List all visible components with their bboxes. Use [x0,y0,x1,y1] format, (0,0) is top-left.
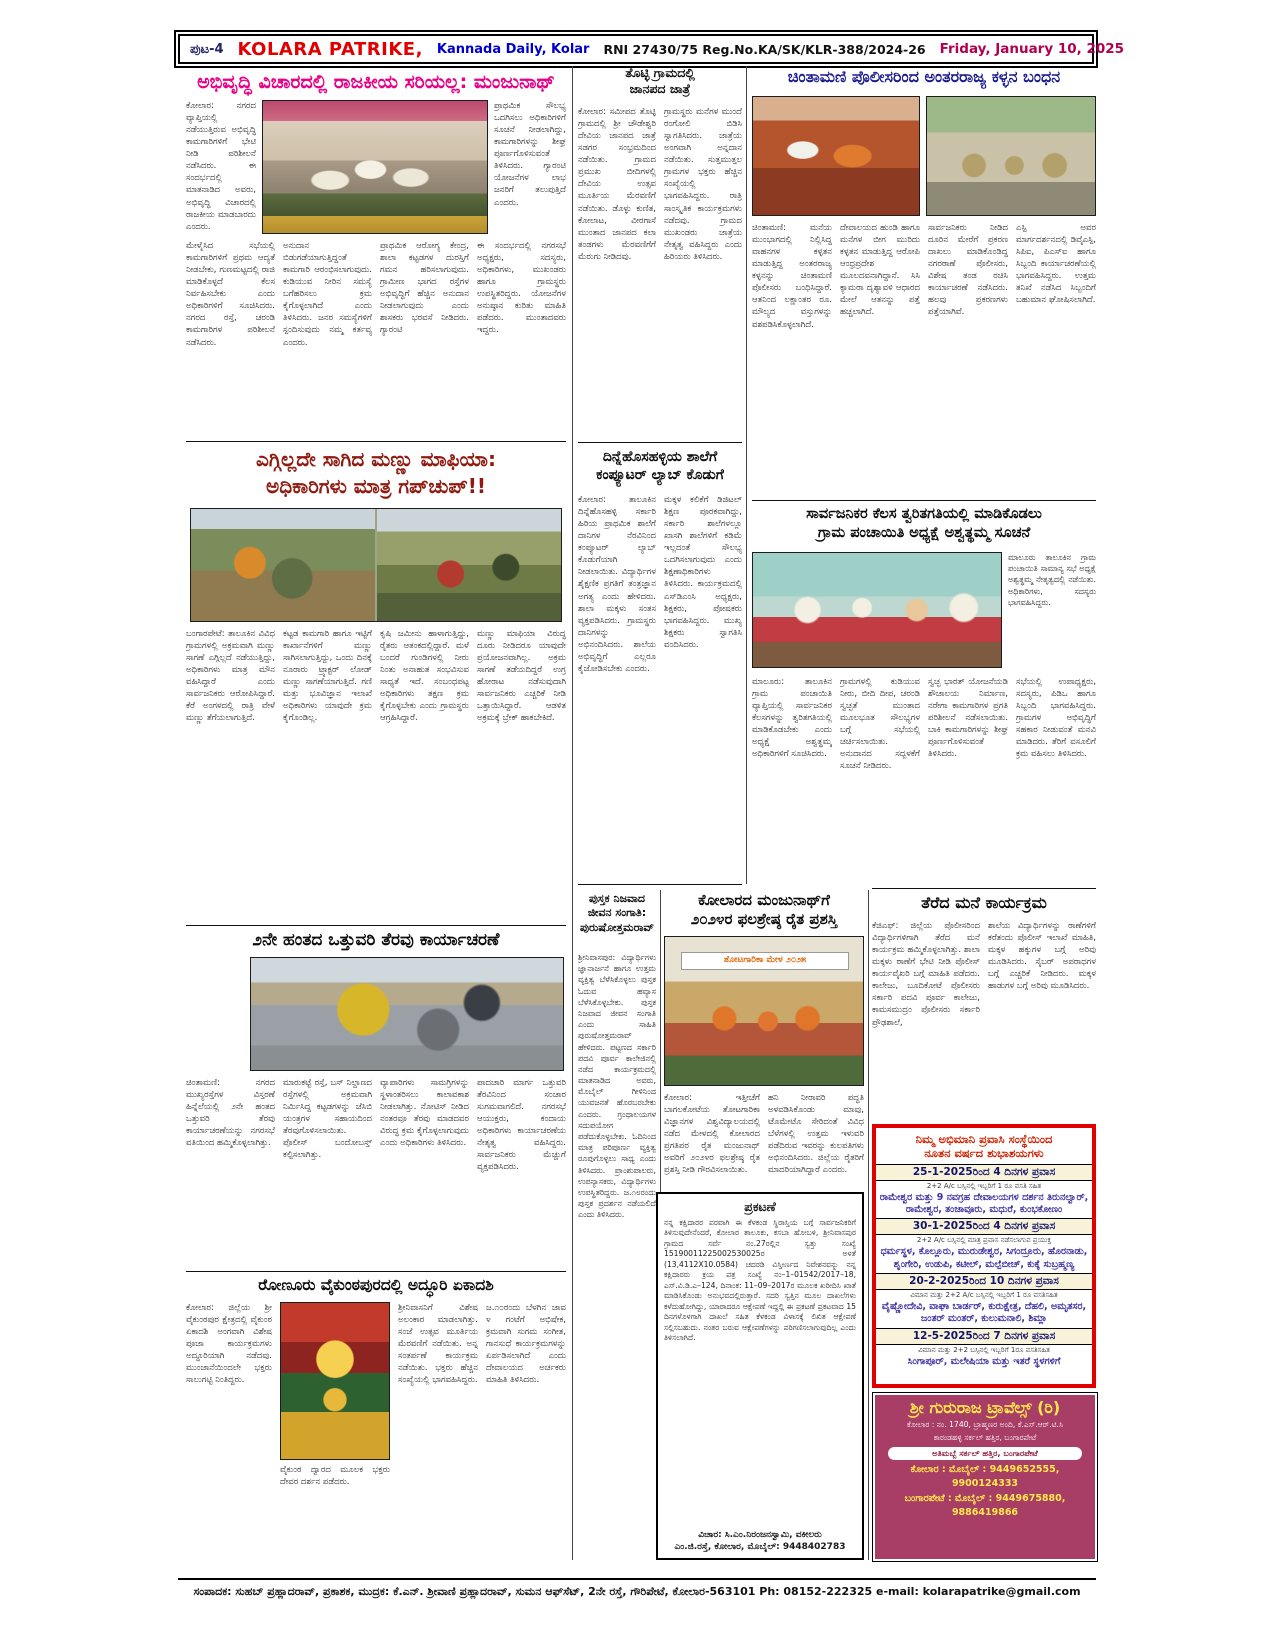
article-politics-col: ಈ ಸಂದರ್ಭದಲ್ಲಿ ನಗರಸಭೆ ಅಧ್ಯಕ್ಷರು, ಸದಸ್ಯರು, ಅಧಿಕಾರಿಗಳು, ಮುಖಂಡರು ಹಾಗೂ ಗ್ರಾಮಸ್ಥರು ಉಪಸ್ಥಿತರಿದ್ದರು. ಯೋಜನೆಗಳ ಅನುಷ್ಠಾನ ಕುರಿತು ಮಾಹಿತಿ ಪಡೆದರು. ಮುಂತಾದವರು ಇದ್ದರು. [477,241,566,336]
article-thief-col: ದೇವಾಲಯದ ಹುಂಡಿ ಹಾಗೂ ಮನೆಗಳ ಬೀಗ ಮುರಿದು ಕಳ್ಳತನ ಮಾಡುತ್ತಿದ್ದ ಆರೋಪಿ ಆಂಧ್ರಪ್ರದೇಶ ಮೂಲದವನಾಗಿದ್ದಾನೆ. ಸಿಸಿ ಕ್ಯಾಮರಾ ದೃಶ್ಯಾವಳಿ ಆಧಾರದ ಮೇಲೆ ಆತನನ್ನು ಪತ್ತೆ ಹಚ್ಚಲಾಗಿದೆ. [840,223,920,318]
article-mud-col: ಕೃಷಿ ಜಮೀನು ಹಾಳಾಗುತ್ತಿದ್ದು, ರೈತರು ಆತಂಕದಲ್ಲಿದ್ದಾರೆ. ಮಳೆ ಬಂದರೆ ಗುಂಡಿಗಳಲ್ಲಿ ನೀರು ನಿಂತು ಅನಾಹುತ ಸಂಭವಿಸುವ ಸಾಧ್ಯತೆ ಇದೆ. ಸಂಬಂಧಪಟ್ಟ ಅಧಿಕಾರಿಗಳು ತಕ್ಷಣ ಕ್ರಮ ಕೈಗೊಳ್ಳಬೇಕು ಎಂದು ಗ್ರಾಮಸ್ಥರು ಆಗ್ರಹಿಸಿದ್ದಾರೆ. [380,629,469,724]
rni-registration: RNI 27430/75 Reg.No.KA/SK/KLR-388/2024-26 [603,41,926,57]
newspaper-subtitle: Kannada Daily, Kolar [436,41,590,57]
divider [186,925,566,926]
headline-computer-line1: ದಿನ್ನೆಹೊಸಹಳ್ಳಿಯ ಶಾಲೆಗೆ [602,449,718,465]
tour-ad-title-line2: ನೂತನ ವರ್ಷದ ಶುಭಾಶಯಗಳು [924,1146,1044,1161]
tour-places-1: ರಾಮೇಶ್ವರ ಮತ್ತು 9 ನವಗ್ರಹ ದೇವಾಲಯಗಳ ದರ್ಶನ ತಿರುನಲ್ವಾರ್, ರಾಮೇಶ್ವರ, ತಂಜಾವೂರು, ಮಧುರೆ, ಕುಂಭಕೋಣಂ [879,1191,1089,1216]
article-eviction-col: ಚಿಂತಾಮಣಿ: ನಗರದ ಮುಖ್ಯರಸ್ತೆಗಳ ವಿಸ್ತರಣೆ ಹಿನ್ನೆಲೆಯಲ್ಲಿ ೨ನೇ ಹಂತದ ಒತ್ತುವರಿ ತೆರವು ಕಾರ್ಯಾಚರಣೆಯನ್ನು ನಗರಸಭೆ ವತಿಯಿಂದ ಹಮ್ಮಿಕೊಳ್ಳಲಾಗಿತ್ತು. [186,1078,275,1149]
tour-ad-box [872,1124,1096,1388]
divider [872,888,1096,889]
photo-mud-left-pane [191,509,375,621]
headline-farmer-line2: ೨೦೨೪ರ ಫಲಶ್ರೇಷ್ಠ ರೈತ ಪ್ರಶಸ್ತಿ [690,910,838,928]
photo-eviction-jcb [250,957,564,1071]
photo-farmer-award [664,936,864,1086]
article-computer-body [578,494,742,878]
article-openhouse-col: ಕೆಜಿಎಫ್: ಜಿಲ್ಲೆಯ ಪೊಲೀಸರಿಂದ ವಿದ್ಯಾರ್ಥಿಗಳಿಗಾಗಿ ತೆರೆದ ಮನೆ ಕಾರ್ಯಕ್ರಮ ಹಮ್ಮಿಕೊಳ್ಳಲಾಗಿತ್ತು. ಶಾಲಾ ಮಕ್ಕಳು ಠಾಣೆಗೆ ಭೇಟಿ ನೀಡಿ ಪೊಲೀಸ್ ಕಾರ್ಯವೈಖರಿ ಬಗ್ಗೆ ಮಾಹಿತಿ ಪಡೆದರು. ಕಾಲೇಜು, ಬೂದಿಕೋಟೆ ಪೊಲೀಸರು ಸರ್ಕಾರಿ ಪದವಿ ಪೂರ್ವ ಕಾಲೇಜು, ಕಾಮಸಮುದ್ರಂ ಪೊಲೀಸರು ಸರ್ಕಾರಿ ಪ್ರೌಢಶಾಲೆ, [872,921,980,1028]
article-panchayat-body [752,676,1096,882]
tour-ad-title [876,1128,1092,1164]
article-mud-col: ಬಂಗಾರಪೇಟೆ: ತಾಲೂಕಿನ ವಿವಿಧ ಗ್ರಾಮಗಳಲ್ಲಿ ಅಕ್ರಮವಾಗಿ ಮಣ್ಣು ಸಾಗಣೆ ಎಗ್ಗಿಲ್ಲದೆ ನಡೆಯುತ್ತಿದ್ದು, ಅಧಿಕಾರಿಗಳು ಮಾತ್ರ ಮೌನ ವಹಿಸಿದ್ದಾರೆ ಎಂದು ಸಾರ್ವಜನಿಕರು ಆರೋಪಿಸಿದ್ದಾರೆ. ಕೆರೆ ಅಂಗಳದಲ್ಲಿ ರಾತ್ರಿ ವೇಳೆ ಮಣ್ಣು ತೆಗೆಯಲಾಗುತ್ತಿದೆ. [186,629,275,724]
article-mud-body [186,628,566,922]
notice-contact-name: ವಿಚಾರ: ಸಿ.ಎಂ.ನಿರಂಜನಸ್ವಾಮಿ, ವಕೀಲರು [698,1529,822,1540]
travels-ad-box [872,1392,1098,1562]
article-mud-col: ಮಣ್ಣು ಮಾಫಿಯಾ ವಿರುದ್ಧ ದೂರು ನೀಡಿದರೂ ಯಾವುದೇ ಪ್ರಯೋಜನವಾಗಿಲ್ಲ. ಅಕ್ರಮ ಸಾಗಣೆ ತಡೆಯದಿದ್ದರೆ ಉಗ್ರ ಹೋರಾಟ ನಡೆಸುವುದಾಗಿ ಸಾರ್ವಜನಿಕರು ಎಚ್ಚರಿಕೆ ನೀಡಿ ಒತ್ತಾಯಿಸಿದ್ದಾರೆ. ಆಡಳಿತ ಅಕ್ರಮಕ್ಕೆ ಬ್ರೇಕ್ ಹಾಕಬೇಕಿದೆ. [477,629,566,724]
tour-note-2: 2+2 A/c ಬಸ್ಸಿನಲ್ಲಿ ಮಾತ್ರ ಪ್ರವಾಸ ನಡೆಸಲಾಗುವ ಪ್ರಯುಕ್ತ [916,1236,1052,1245]
tour-note-3: ವಿಮಾನ ಮತ್ತು 2+2 A/c ಬಸ್ಸಿನಲ್ಲಿ ಇಬ್ಬರಿಗೆ 1 ರೂ ವಸತಿಸಹಿತ [910,1291,1058,1300]
article-thief-body [752,222,1096,496]
article-politics-body [186,240,566,436]
article-ekadashi-col4: ಜ.೧೦ರಂದು ಬೆಳಗಿನ ಜಾವ ೪ ಗಂಟೆಗೆ ಅಭಿಷೇಕ, ಕ್ರಮವಾಗಿ ಸುಗಮ ಸಂಗೀತ, ಗಾನಸುಧೆ ಕಾರ್ಯಕ್ರಮಗಳನ್ನು ಏರ್ಪಡಿಸಲಾಗಿದೆ ಎಂದು ದೇವಾಲಯದ ಅರ್ಚಕರು ಮಾಹಿತಿ ತಿಳಿಸಿದರು. [486,1303,566,1386]
tour-places-3: ವೈಷ್ಣೋದೇವಿ, ವಾಘಾ ಬಾರ್ಡರ್, ಕುರುಕ್ಷೇತ್ರ, ದೆಹಲಿ, ಅಮೃತಸರ, ಜಂತರ್ ಮಂತರ್, ಕುಲುಮನಾಲಿ, ಶಿಮ್ಲಾ [881,1301,1087,1325]
headline-computer-line2: ಕಂಪ್ಯೂಟರ್ ಲ್ಯಾಬ್ ಕೊಡುಗೆ [596,467,724,483]
travels-ad-address-2: ಕಾರಂಡಹಳ್ಳಿ ಸರ್ಕಲ್ ಹತ್ತಿರ, ಬಂಗಾರಪೇಟೆ [933,1432,1037,1442]
article-thief-col: ಸಾರ್ವಜನಿಕರು ನೀಡಿದ ದೂರಿನ ಮೇರೆಗೆ ಪ್ರಕರಣ ದಾಖಲು ಮಾಡಿಕೊಂಡಿದ್ದ ನಗರಠಾಣೆ ಪೊಲೀಸರು, ವಿಶೇಷ ತಂಡ ರಚಿಸಿ ಕಾರ್ಯಾಚರಣೆ ನಡೆಸಿದರು. ಹಲವು ಪ್ರಕರಣಗಳು ಪತ್ತೆಯಾಗಿವೆ. [928,223,1008,318]
headline-mud-mafia-line2: ಅಧಿಕಾರಿಗಳು ಮಾತ್ರ ಗಪ್‌ಚುಪ್!! [266,474,486,498]
footer-imprint: ಸಂಪಾದಕ: ಸುಹಬ್ ಪ್ರಹ್ಲಾದರಾವ್, ಪ್ರಕಾಶಕ, ಮುದ್ರಕ: ಕೆ.ಎನ್. ಶ್ರೀವಾಣಿ ಪ್ರಹ್ಲಾದರಾವ್, ಸುಮನ ಆಫ್‌ಸೆಟ್, 2ನೇ ರಸ್ತೆ, ಗೌರಿಪೇಟೆ, ಕೋಲಾರ-563101 Ph: 08152-222325 e-mail: kolarapatrike@gmail.com [193,1585,1081,1598]
headline-book: ಪುಸ್ತಕ ನಿಜವಾದ ಜೀವನ ಸಂಗಾತಿ: ಪುರುಷೋತ್ತಮರಾವ್ [580,892,654,934]
article-janapada-col: ಕೋಲಾರ: ಸಮೀಪದ ತೊಟ್ಳಿ ಗ್ರಾಮದಲ್ಲಿ ಶ್ರೀ ಚೌಡೇಶ್ವರಿ ದೇವಿಯ ಜಾನಪದ ಜಾತ್ರೆ ಸಡಗರ ಸಂಭ್ರಮದಿಂದ ನಡೆಯಿತು. ಗ್ರಾಮದ ಪ್ರಮುಖ ಬೀದಿಗಳಲ್ಲಿ ದೇವಿಯ ಉತ್ಸವ ಮೂರ್ತಿಯ ಮೆರವಣಿಗೆ ನಡೆಯಿತು. ಡೊಳ್ಳು ಕುಣಿತ, ಕೋಲಾಟ, ವೀರಗಾಸೆ ಮುಂತಾದ ಜಾನಪದ ಕಲಾ ತಂಡಗಳು ಮೆರವಣಿಗೆಗೆ ಮೆರುಗು ನೀಡಿದವು. [578,107,656,262]
tour-date-1: 25-1-2025ರಿಂದ 4 ದಿನಗಳ ಪ್ರವಾಸ [876,1164,1092,1181]
photo-mud-mining [190,508,562,622]
article-thief-col: ಚಿಂತಾಮಣಿ: ಮನೆಯ ಮುಂಭಾಗದಲ್ಲಿ ನಿಲ್ಲಿಸಿದ್ದ ವಾಹನಗಳ ಕಳ್ಳತನ ಮಾಡುತ್ತಿದ್ದ ಅಂತರರಾಜ್ಯ ಕಳ್ಳನನ್ನು ಚಿಂತಾಮಣಿ ಪೊಲೀಸರು ಬಂಧಿಸಿದ್ದಾರೆ. ಆತನಿಂದ ಲಕ್ಷಾಂತರ ರೂ. ಮೌಲ್ಯದ ವಸ್ತುಗಳನ್ನು ವಶಪಡಿಸಿಕೊಳ್ಳಲಾಗಿದೆ. [752,223,832,330]
headline-ekadashi: ರೋಣೂರು ವೈಕುಂಠಪುರದಲ್ಲಿ ಅದ್ಧೂರಿ ಏಕಾದಶಿ [258,1276,494,1294]
headline-eviction: ೨ನೇ ಹಂತದ ಒತ್ತುವರಿ ತೆರವು ಕಾರ್ಯಾಚರಣೆ [252,930,500,950]
headline-janapada-line2: ಜಾನಪದ ಜಾತ್ರೆ [629,81,691,96]
article-panchayat-col: ಮಾಲೂರು: ತಾಲೂಕಿನ ಗ್ರಾಮ ಪಂಚಾಯಿತಿ ವ್ಯಾಪ್ತಿಯಲ್ಲಿ ಸಾರ್ವಜನಿಕರ ಕೆಲಸಗಳನ್ನು ತ್ವರಿತಗತಿಯಲ್ಲಿ ಮಾಡಿಕೊಡಬೇಕು ಎಂದು ಅಧ್ಯಕ್ಷೆ ಅಶ್ವತ್ಥಮ್ಮ ಅಧಿಕಾರಿಗಳಿಗೆ ಸೂಚಿಸಿದರು. [752,677,832,760]
notice-body: ನನ್ನ ಕಕ್ಷಿದಾರರ ಪರವಾಗಿ ಈ ಕೆಳಕಂಡ ಸ್ಥಿರಾಸ್ತಿಯ ಬಗ್ಗೆ ಸಾರ್ವಜನಿಕರಿಗೆ ತಿಳಿಸುವುದೇನೆಂದರೆ, ಕೋಲಾರ ತಾಲೂಕು, ಕಸಬಾ ಹೋಬಳಿ, ಶ್ರೀನಿವಾಸಪುರ ಗ್ರಾಮದ ಸರ್ವೆ ನಂ.27ರಲ್ಲಿನ ಸ್ವತ್ತು ಸಂಖ್ಯೆ 15190011225002530025ರ ಅಳತೆ (13,4112X10.0584) ಚದರಡಿ ವಿಸ್ತೀರ್ಣದ ನಿವೇಶನವನ್ನು ನನ್ನ ಕಕ್ಷಿದಾರರು ಕ್ರಯ ಪತ್ರ ಸಂಖ್ಯೆ ನಂ–1–01542/2017–18, ಎಸ್.ವಿ.ಡಿ.ಎ–124, ದಿನಾಂಕ: 11–09–2017ರ ಮೂಲಕ ಖರೀದಿಸಿ ಖಾತೆ ಮಾಡಿಸಿಕೊಂಡು ಅನುಭವದಲ್ಲಿರುತ್ತಾರೆ. ಸದರಿ ಸ್ವತ್ತಿನ ಮೂಲ ದಾಖಲೆಗಳು ಕಳೆದುಹೋಗಿದ್ದು, ಯಾರಾದರೂ ಆಕ್ಷೇಪಣೆ ಇದ್ದಲ್ಲಿ ಈ ಪ್ರಕಟಣೆ ಪ್ರಕಟವಾದ 15 ದಿನಗಳೊಳಗಾಗಿ ದಾಖಲೆ ಸಹಿತ ಕೆಳಕಂಡ ವಿಳಾಸಕ್ಕೆ ಲಿಖಿತ ಆಕ್ಷೇಪಣೆ ಸಲ್ಲಿಸಬಹುದು. ನಂತರ ಬರುವ ಆಕ್ಷೇಪಣೆಗಳನ್ನು ಪರಿಗಣಿಸಲಾಗುವುದಿಲ್ಲ ಎಂದು ತಿಳಿಸಲಾಗಿದೆ. [664,1218,856,1343]
issue-date: Friday, January 10, 2025 [939,41,1125,57]
headline-farmer-line1: ಕೋಲಾರದ ಮಂಜುನಾಥ್‌ಗೆ [698,891,830,909]
article-eviction-col: ಮಾರುಕಟ್ಟೆ ರಸ್ತೆ, ಬಸ್ ನಿಲ್ದಾಣದ ರಸ್ತೆಗಳಲ್ಲಿ ಅಕ್ರಮವಾಗಿ ನಿರ್ಮಿಸಿದ್ದ ಕಟ್ಟಡಗಳನ್ನು ಜೆಸಿಬಿ ಯಂತ್ರಗಳ ಸಹಾಯದಿಂದ ತೆರವುಗೊಳಿಸಲಾಯಿತು. ಪೊಲೀಸ್ ಬಂದೋಬಸ್ತ್ ಕಲ್ಪಿಸಲಾಗಿತ್ತು. [283,1078,372,1161]
article-ekadashi-col1: ಕೋಲಾರ: ಜಿಲ್ಲೆಯ ಶ್ರೀ ವೈಕುಂಠಪುರ ಕ್ಷೇತ್ರದಲ್ಲಿ ವೈಕುಂಠ ಏಕಾದಶಿ ಅಂಗವಾಗಿ ವಿಶೇಷ ಪೂಜಾ ಕಾರ್ಯಕ್ರಮಗಳು ಅದ್ಧೂರಿಯಾಗಿ ನಡೆದವು. ಮುಂಜಾನೆಯಿಂದಲೇ ಭಕ್ತರು ಸಾಲುಗಟ್ಟಿ ನಿಂತಿದ್ದರು. [186,1303,272,1386]
article-eviction-col: ವ್ಯಾಪಾರಿಗಳು ಸಾಮಗ್ರಿಗಳನ್ನು ಸ್ಥಳಾಂತರಿಸಲು ಕಾಲಾವಕಾಶ ನೀಡಲಾಗಿತ್ತು. ನೋಟಿಸ್ ನೀಡಿದ ನಂತರವೂ ತೆರವು ಮಾಡದವರ ವಿರುದ್ಧ ಕ್ರಮ ಕೈಗೊಳ್ಳಲಾಗುವುದು ಎಂದು ಅಧಿಕಾರಿಗಳು ತಿಳಿಸಿದರು. [380,1078,469,1149]
headline-thief: ಚಿಂತಾಮಣಿ ಪೊಲೀಸರಿಂದ ಅಂತರರಾಜ್ಯ ಕಳ್ಳನ ಬಂಧನ [787,67,1061,86]
headline-janapada-line1: ತೊಟ್ಳಿ ಗ್ರಾಮದಲ್ಲಿ [625,65,695,80]
travels-ad-phone-bangarpet: ಬಂಗಾರಪೇಟೆ : ಮೊಬೈಲ್ : 9449675880, 9886419866 [904,1492,1066,1518]
notice-title: ಪ್ರಕಟಣೆ [744,1199,776,1214]
column-rule [572,66,573,1560]
divider [578,442,742,443]
divider [186,441,566,442]
article-farmer-col: ಹನಿ ನೀರಾವರಿ ಪದ್ಧತಿ ಅಳವಡಿಸಿಕೊಂಡು ಮಾವು, ಟೊಮೇಟೊ ಸೇರಿದಂತೆ ವಿವಿಧ ಬೆಳೆಗಳಲ್ಲಿ ಉತ್ತಮ ಇಳುವರಿ ಪಡೆದಿರುವ ಇವರನ್ನು ಕುಲಪತಿಗಳು ಅಭಿನಂದಿಸಿದರು. ಜಿಲ್ಲೆಯ ರೈತರಿಗೆ ಮಾದರಿಯಾಗಿದ್ದಾರೆ ಎಂದರು. [768,1093,864,1176]
newspaper-title: KOLARA PATRIKE, [237,38,423,60]
notice-contact-phone: ಎಂ.ಜಿ.ರಸ್ತೆ, ಕೋಲಾರ, ಮೊಬೈಲ್: 9448402783 [674,1541,846,1552]
divider [752,500,1096,501]
photo-deity [280,1302,390,1460]
article-ekadashi-col3: ಶ್ರೀನಿವಾಸನಿಗೆ ವಿಶೇಷ ಅಲಂಕಾರ ಮಾಡಲಾಗಿತ್ತು. ಸಂಜೆ ಉತ್ಸವ ಮೂರ್ತಿಯ ಮೆರವಣಿಗೆ ನಡೆಯಿತು. ಅನ್ನ ಸಂತರ್ಪಣೆ ಕಾರ್ಯಕ್ರಮ ನಡೆಯಿತು. ಭಕ್ತರು ಹೆಚ್ಚಿನ ಸಂಖ್ಯೆಯಲ್ಲಿ ಭಾಗವಹಿಸಿದ್ದರು. [398,1303,478,1386]
headline-openhouse: ತೆರೆದ ಮನೆ ಕಾರ್ಯಕ್ರಮ [921,893,1047,912]
tour-note-4: ವಿಮಾನ ಮತ್ತು 2+2 ಬಸ್ಸಿನಲ್ಲಿ ಇಬ್ಬರಿಗೆ 1ರೂ ವಸತಿಸಹಿತ [918,1345,1050,1354]
column-rule [746,66,747,884]
page-number: ಪುಟ-4 [190,41,224,57]
article-book-col: ಶ್ರೀನಿವಾಸಪುರ: ವಿದ್ಯಾರ್ಥಿಗಳು ಜ್ಞಾನಾರ್ಜನೆ ಹಾಗೂ ಉತ್ತಮ ವ್ಯಕ್ತಿತ್ವ ಬೆಳೆಸಿಕೊಳ್ಳಲು ಪುಸ್ತಕ ಓದುವ ಹವ್ಯಾಸ ಬೆಳೆಸಿಕೊಳ್ಳಬೇಕು. ಪುಸ್ತಕ ನಿಜವಾದ ಜೀವನ ಸಂಗಾತಿ ಎಂದು ಸಾಹಿತಿ ಪುರುಷೋತ್ತಮರಾವ್ ಹೇಳಿದರು. ಪಟ್ಟಣದ ಸರ್ಕಾರಿ ಪದವಿ ಪೂರ್ವ ಕಾಲೇಜಿನಲ್ಲಿ ನಡೆದ ಕಾರ್ಯಕ್ರಮದಲ್ಲಿ ಮಾತನಾಡಿದ ಅವರು, ಮೊಬೈಲ್ ಗೀಳಿನಿಂದ ಯುವಜನತೆ ಹೊರಬರಬೇಕು ಎಂದರು. ಗ್ರಂಥಾಲಯಗಳ ಸದುಪಯೋಗ ಪಡೆದುಕೊಳ್ಳಬೇಕು. ಓದಿನಿಂದ ಮಾತ್ರ ಪರಿಪೂರ್ಣ ವ್ಯಕ್ತಿತ್ವ ರೂಪುಗೊಳ್ಳಲು ಸಾಧ್ಯ ಎಂದು ತಿಳಿಸಿದರು. ಪ್ರಾಂಶುಪಾಲರು, ಉಪನ್ಯಾಸಕರು, ವಿದ್ಯಾರ್ಥಿಗಳು ಉಪಸ್ಥಿತರಿದ್ದರು. ಜ.೧೮ರಂದು ಪುಸ್ತಕ ಪ್ರದರ್ಶನ ನಡೆಯಲಿದೆ ಎಂದು ತಿಳಿಸಿದರು. [578,953,656,1220]
article-panchayat-side: ಮಾಲೂರು ತಾಲೂಕಿನ ಗ್ರಾಮ ಪಂಚಾಯಿತಿ ಸಾಮಾನ್ಯ ಸಭೆ ಅಧ್ಯಕ್ಷೆ ಅಶ್ವತ್ಥಮ್ಮ ನೇತೃತ್ವದಲ್ಲಿ ನಡೆಯಿತು. ಅಧಿಕಾರಿಗಳು, ಸದಸ್ಯರು ಭಾಗವಹಿಸಿದ್ದರು. [1008,553,1096,607]
tour-note-1: 2+2 A/c ಬಸ್ಸಿನಲ್ಲಿ ಇಬ್ಬರಿಗೆ 1 ರೂ ವಸತಿ ಸಹಿತ [926,1181,1042,1190]
photo-mud-right-pane [377,509,561,621]
article-politics-side-left: ಕೋಲಾರ: ನಗರದ ವ್ಯಾಪ್ತಿಯಲ್ಲಿ ನಡೆಯುತ್ತಿರುವ ಅಭಿವೃದ್ಧಿ ಕಾಮಗಾರಿಗಳಿಗೆ ಭೇಟಿ ನೀಡಿ ಪರಿಶೀಲನೆ ನಡೆಸಿದರು. ಈ ಸಂದರ್ಭದಲ್ಲಿ ಮಾತನಾಡಿದ ಅವರು, ಅಭಿವೃದ್ಧಿ ವಿಚಾರದಲ್ಲಿ ರಾಜಕೀಯ ಮಾಡಬಾರದು ಎಂದರು. [186,101,256,232]
photo-politics-event [262,100,488,234]
photo-thief-police [926,96,1096,216]
article-janapada-col: ಗ್ರಾಮಸ್ಥರು ಮನೆಗಳ ಮುಂದೆ ರಂಗೋಲಿ ಬಿಡಿಸಿ ಸ್ವಾಗತಿಸಿದರು. ಜಾತ್ರೆಯ ಅಂಗವಾಗಿ ಅನ್ನದಾನ ನಡೆಯಿತು. ಸುತ್ತಮುತ್ತಲ ಗ್ರಾಮಗಳ ಭಕ್ತರು ಹೆಚ್ಚಿನ ಸಂಖ್ಯೆಯಲ್ಲಿ ಭಾಗವಹಿಸಿದ್ದರು. ರಾತ್ರಿ ಸಾಂಸ್ಕೃತಿಕ ಕಾರ್ಯಕ್ರಮಗಳು ನಡೆದವು. ಗ್ರಾಮದ ಮುಖಂಡರು ಜಾತ್ರೆಯ ನೇತೃತ್ವ ವಹಿಸಿದ್ದರು ಎಂದು ಹಿರಿಯರು ತಿಳಿಸಿದರು. [664,107,742,262]
travels-ad-landmark: ಅತಿಮಬ್ಬೆ ಸರ್ಕಲ್ ಹತ್ತಿರ, ಬಂಗಾರಪೇಟೆ [888,1447,1083,1460]
tour-places-2: ಧರ್ಮಸ್ಥಳ, ಕೊಲ್ಲೂರು, ಮುರುಡೇಶ್ವರ, ಸಿಗಂದ್ರೂರು, ಹೊರನಾಡು, ಶೃಂಗೇರಿ, ಉಡುಪಿ, ಕಟೀಲ್, ಮಲ್ಪೆಬೀಚ್, ಕುಕ್ಕೆ ಸುಬ್ರಹ್ಮಣ್ಯ [880,1246,1088,1270]
article-janapada-body [578,106,742,436]
article-mud-col: ಕಟ್ಟಡ ಕಾಮಗಾರಿ ಹಾಗೂ ಇಟ್ಟಿಗೆ ಕಾರ್ಖಾನೆಗಳಿಗೆ ಮಣ್ಣು ಸಾಗಿಸಲಾಗುತ್ತಿದ್ದು, ಒಂದು ದಿನಕ್ಕೆ ನೂರಾರು ಟ್ರ್ಯಾಕ್ಟರ್ ಲೋಡ್ ಮಣ್ಣು ಸಾಗಣೆಯಾಗುತ್ತಿದೆ. ಗಣಿ ಮತ್ತು ಭೂವಿಜ್ಞಾನ ಇಲಾಖೆ ಅಧಿಕಾರಿಗಳು ಯಾವುದೇ ಕ್ರಮ ಕೈಗೊಂಡಿಲ್ಲ. [283,629,372,724]
article-politics-col: ಮೇಳೈಸಿದ ಸಭೆಯಲ್ಲಿ ಕಾಮಗಾರಿಗಳಿಗೆ ಪ್ರಥಮ ಆದ್ಯತೆ ನೀಡಬೇಕು, ಗುಣಮಟ್ಟದಲ್ಲಿ ರಾಜಿ ಮಾಡಿಕೊಳ್ಳದೆ ಕೆಲಸ ನಿರ್ವಹಿಸಬೇಕು ಎಂದು ಅಧಿಕಾರಿಗಳಿಗೆ ಸೂಚಿಸಿದರು. ನಗರದ ರಸ್ತೆ, ಚರಂಡಿ ಕಾಮಗಾರಿಗಳ ಪರಿಶೀಲನೆ ನಡೆಸಿದರು. [186,241,275,348]
photo-panchayat-meeting [752,552,1002,668]
travels-ad-phone-kolar: ಕೋಲಾರ : ಮೊಬೈಲ್ : 9449652555, 9900124333 [910,1464,1060,1490]
tour-places-4: ಸಿಂಗಾಪೂರ್, ಮಲೇಷಿಯಾ ಮತ್ತು ಇತರೆ ಸ್ಥಳಗಳಿಗೆ [907,1355,1061,1367]
article-panchayat-col: ಸ್ವಚ್ಛ ಭಾರತ್ ಯೋಜನೆಯಡಿ ಶೌಚಾಲಯ ನಿರ್ಮಾಣ, ನರೇಗಾ ಕಾಮಗಾರಿಗಳ ಪ್ರಗತಿ ಪರಿಶೀಲನೆ ನಡೆಸಲಾಯಿತು. ಬಾಕಿ ಕಾಮಗಾರಿಗಳನ್ನು ಶೀಘ್ರ ಪೂರ್ಣಗೊಳಿಸುವಂತೆ ತಿಳಿಸಿದರು. [928,677,1008,760]
article-farmer-col: ಕೋಲಾರ: ಇತ್ತೀಚೆಗೆ ಬಾಗಲಕೋಟೆಯ ತೋಟಗಾರಿಕಾ ವಿಜ್ಞಾನಗಳ ವಿಶ್ವವಿದ್ಯಾಲಯದಲ್ಲಿ ನಡೆದ ಮೇಳದಲ್ಲಿ ಕೋಲಾರದ ಪ್ರಗತಿಪರ ರೈತ ಮಂಜುನಾಥ್ ಅವರಿಗೆ ೨೦೨೪ರ ಫಲಶ್ರೇಷ್ಠ ರೈತ ಪ್ರಶಸ್ತಿ ನೀಡಿ ಗೌರವಿಸಲಾಯಿತು. [664,1093,760,1176]
article-openhouse-body [872,920,1096,1118]
masthead [178,34,1125,64]
article-politics-side-right: ಪ್ರಾಥಮಿಕ ಸೌಲಭ್ಯ ಒದಗಿಸಲು ಅಧಿಕಾರಿಗಳಿಗೆ ಸೂಚನೆ ನೀಡಲಾಗಿದ್ದು, ಕಾಮಗಾರಿಗಳನ್ನು ಶೀಘ್ರ ಪೂರ್ಣಗೊಳಿಸುವಂತೆ ತಿಳಿಸಿದರು. ಗ್ಯಾರಂಟಿ ಯೋಜನೆಗಳ ಲಾಭ ಜನರಿಗೆ ತಲುಪುತ್ತಿದೆ ಎಂದರು. [494,101,566,208]
article-panchayat-col: ಸಭೆಯಲ್ಲಿ ಉಪಾಧ್ಯಕ್ಷರು, ಸದಸ್ಯರು, ಪಿಡಿಒ ಹಾಗೂ ಸಿಬ್ಬಂದಿ ಭಾಗವಹಿಸಿದ್ದರು. ಗ್ರಾಮಗಳ ಅಭಿವೃದ್ಧಿಗೆ ಸಹಕಾರ ನೀಡುವಂತೆ ಮನವಿ ಮಾಡಿದರು. ತೆರಿಗೆ ವಸೂಲಿಗೆ ಕ್ರಮ ವಹಿಸಲು ತಿಳಿಸಿದರು. [1016,677,1096,760]
tour-date-4: 12-5-2025ರಿಂದ 7 ದಿನಗಳ ಪ್ರವಾಸ [876,1328,1092,1345]
tour-date-2: 30-1-2025ರಿಂದ 4 ದಿನಗಳ ಪ್ರವಾಸ [876,1218,1092,1235]
article-eviction-col: ಪಾದಚಾರಿ ಮಾರ್ಗ ಒತ್ತುವರಿ ತೆರವಿನಿಂದ ಸಂಚಾರ ಸುಗಮವಾಗಲಿದೆ. ನಗರಸಭೆ ಆಯುಕ್ತರು, ಕಂದಾಯ ಅಧಿಕಾರಿಗಳು ಕಾರ್ಯಾಚರಣೆಯ ನೇತೃತ್ವ ವಹಿಸಿದ್ದರು. ಸಾರ್ವಜನಿಕರು ಮೆಚ್ಚುಗೆ ವ್ಯಕ್ತಪಡಿಸಿದರು. [477,1078,566,1173]
headline-politics: ಅಭಿವೃದ್ಧಿ ವಿಚಾರದಲ್ಲಿ ರಾಜಕೀಯ ಸರಿಯಲ್ಲ: ಮಂಜುನಾಥ್ [197,71,555,93]
headline-mud-mafia-line1: ಎಗ್ಗಿಲ್ಲದೇ ಸಾಗಿದ ಮಣ್ಣು ಮಾಫಿಯಾ: [256,447,496,471]
article-computer-col: ಕೋಲಾರ: ತಾಲೂಕಿನ ದಿನ್ನೆಹೊಸಹಳ್ಳಿ ಸರ್ಕಾರಿ ಹಿರಿಯ ಪ್ರಾಥಮಿಕ ಶಾಲೆಗೆ ದಾನಿಗಳ ನೆರವಿನಿಂದ ಕಂಪ್ಯೂಟರ್ ಲ್ಯಾಬ್ ಕೊಡುಗೆಯಾಗಿ ನೀಡಲಾಯಿತು. ವಿದ್ಯಾರ್ಥಿಗಳ ಶೈಕ್ಷಣಿಕ ಪ್ರಗತಿಗೆ ತಂತ್ರಜ್ಞಾನ ಅಗತ್ಯ ಎಂದು ಹೇಳಿದರು. ಶಾಲಾ ಮಕ್ಕಳು ಸಂತಸ ವ್ಯಕ್ತಪಡಿಸಿದರು. ಗ್ರಾಮಸ್ಥರು ದಾನಿಗಳನ್ನು ಅಭಿನಂದಿಸಿದರು. ಶಾಲೆಯ ಅಭಿವೃದ್ಧಿಗೆ ಎಲ್ಲರೂ ಕೈಜೋಡಿಸಬೇಕು ಎಂದರು. [578,495,656,674]
article-politics-col: ಅನುದಾನ ಬಿಡುಗಡೆಯಾಗುತ್ತಿದ್ದಂತೆ ಕಾಮಗಾರಿ ಆರಂಭಿಸಲಾಗುವುದು. ಕುಡಿಯುವ ನೀರಿನ ಸಮಸ್ಯೆ ಬಗೆಹರಿಸಲು ಕ್ರಮ ಕೈಗೊಳ್ಳಲಾಗಿದೆ ಎಂದು ತಿಳಿಸಿದರು. ಜನರ ಸಮಸ್ಯೆಗಳಿಗೆ ಸ್ಪಂದಿಸುವುದು ನಮ್ಮ ಕರ್ತವ್ಯ ಎಂದರು. [283,241,372,348]
tour-date-3: 20-2-2025ರಿಂದ 10 ದಿನಗಳ ಪ್ರವಾಸ [876,1273,1092,1290]
photo-banner-text: ತೋಟಗಾರಿಕಾ ಮೇಳ ೨೦೨೫ [681,952,849,970]
divider [578,884,742,885]
column-rule [868,890,869,1560]
headline-panchayat-line2: ಗ್ರಾಮ ಪಂಚಾಯಿತಿ ಅಧ್ಯಕ್ಷೆ ಅಶ್ವತ್ಥಮ್ಮ ಸೂಚನೆ [817,525,1031,541]
legal-notice-box [656,1192,864,1560]
headline-panchayat-line1: ಸಾರ್ವಜನಿಕರ ಕೆಲಸ ತ್ವರಿತಗತಿಯಲ್ಲಿ ಮಾಡಿಕೊಡಲು [806,506,1042,522]
divider [186,1271,566,1272]
article-openhouse-col: ಶಾಲೆಯ ವಿದ್ಯಾರ್ಥಿಗಳನ್ನು ಠಾಣೆಗಳಿಗೆ ಕರೆತಂದು ಪೊಲೀಸ್ ಇಲಾಖೆ ಮಾಹಿತಿ, ಮಕ್ಕಳ ಹಕ್ಕುಗಳ ಬಗ್ಗೆ ಅರಿವು ಮೂಡಿಸಿದರು. ಸೈಬರ್ ಅಪರಾಧಗಳ ಬಗ್ಗೆ ಎಚ್ಚರಿಕೆ ನೀಡಿದರು. ಮಕ್ಕಳ ಹಾಡುಗಳ ಬಗ್ಗೆ ಅರಿವು ಮೂಡಿಸಿದರು. [988,921,1096,992]
article-eviction-body [186,1077,566,1267]
article-farmer-body [664,1092,864,1186]
article-ekadashi-mid: ವೈಕುಂಠ ದ್ವಾರದ ಮೂಲಕ ಭಕ್ತರು ದೇವರ ದರ್ಶನ ಪಡೆದರು. [280,1465,390,1488]
article-politics-col: ಪ್ರಾಥಮಿಕ ಆರೋಗ್ಯ ಕೇಂದ್ರ, ಶಾಲಾ ಕಟ್ಟಡಗಳ ದುರಸ್ತಿಗೆ ಗಮನ ಹರಿಸಲಾಗುವುದು. ಗ್ರಾಮೀಣ ಭಾಗದ ರಸ್ತೆಗಳ ಅಭಿವೃದ್ಧಿಗೆ ಹೆಚ್ಚಿನ ಅನುದಾನ ನೀಡಲಾಗುವುದು ಎಂದು ಶಾಸಕರು ಭರವಸೆ ನೀಡಿದರು. ಗ್ಯಾರಂಟಿ [380,241,469,336]
tour-ad-title-line1: ನಿಮ್ಮ ಅಭಿಮಾನಿ ಪ್ರವಾಸಿ ಸಂಸ್ಥೆಯಿಂದ [915,1132,1053,1146]
article-computer-col: ಮಕ್ಕಳ ಕಲಿಕೆಗೆ ಡಿಜಿಟಲ್ ಶಿಕ್ಷಣ ಪೂರಕವಾಗಿದ್ದು, ಸರ್ಕಾರಿ ಶಾಲೆಗಳಲ್ಲೂ ಖಾಸಗಿ ಶಾಲೆಗಳಿಗೆ ಕಡಿಮೆ ಇಲ್ಲದಂತೆ ಸೌಲಭ್ಯ ಒದಗಿಸಲಾಗುವುದು ಎಂದು ಶಿಕ್ಷಣಾಧಿಕಾರಿಗಳು ತಿಳಿಸಿದರು. ಕಾರ್ಯಕ್ರಮದಲ್ಲಿ ಎಸ್‌ಡಿಎಂಸಿ ಅಧ್ಯಕ್ಷರು, ಶಿಕ್ಷಕರು, ಪೋಷಕರು ಭಾಗವಹಿಸಿದ್ದರು. ಮುಖ್ಯ ಶಿಕ್ಷಕರು ಸ್ವಾಗತಿಸಿ ವಂದಿಸಿದರು. [664,495,742,650]
footer-rule [178,1578,1096,1580]
photo-thief-temple [752,96,920,216]
travels-ad-address-1: ಕೋಲಾರ : ನಂ. 1740, ಬ್ರಾಹ್ಮಣರ ಅಂದಿ, ಕೆ.ಎಸ್.ಆರ್.ಟಿ.ಸಿ [907,1419,1063,1429]
article-panchayat-col: ಗ್ರಾಮಗಳಲ್ಲಿ ಕುಡಿಯುವ ನೀರು, ಬೀದಿ ದೀಪ, ಚರಂಡಿ ಸ್ವಚ್ಛತೆ ಮುಂತಾದ ಮೂಲಭೂತ ಸೌಲಭ್ಯಗಳ ಬಗ್ಗೆ ಸಭೆಯಲ್ಲಿ ಚರ್ಚಿಸಲಾಯಿತು. ಅನುದಾನದ ಸದ್ಬಳಕೆಗೆ ಸೂಚನೆ ನೀಡಿದರು. [840,677,920,772]
article-thief-col: ಎಸ್ಪಿ ಅವರ ಮಾರ್ಗದರ್ಶನದಲ್ಲಿ ಡಿವೈಎಸ್ಪಿ, ಸಿಪಿಐ, ಪಿಎಸ್ಐ ಹಾಗೂ ಸಿಬ್ಬಂದಿ ಕಾರ್ಯಾಚರಣೆಯಲ್ಲಿ ಭಾಗವಹಿಸಿದ್ದರು. ಉತ್ತಮ ತನಿಖೆ ನಡೆಸಿದ ಸಿಬ್ಬಂದಿಗೆ ಬಹುಮಾನ ಘೋಷಿಸಲಾಗಿದೆ. [1016,223,1096,306]
travels-ad-title: ಶ್ರೀ ಗುರುರಾಜ ಟ್ರಾವೆಲ್ಸ್ (ರಿ) [909,1398,1061,1417]
